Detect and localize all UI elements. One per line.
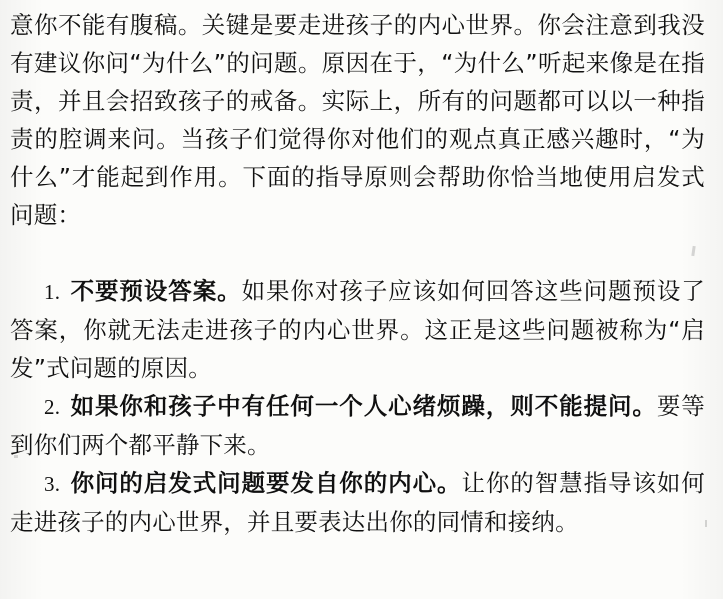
list-item (10, 272, 705, 387)
guideline-list (10, 272, 705, 541)
list-item (10, 464, 705, 541)
list-item-text: 如果你对孩子应该如何回答这些问题预设了答案，你就无法走进孩子的内心世界。这正是这些问题被称为“启发”式问题的原因。 (10, 277, 705, 382)
document-body (10, 6, 705, 541)
intro-paragraph: 意你不能有腹稿。关键是要走进孩子的内心世界。你会注意到我没有建议你问“为什么”的问题。原因在于，“为什么”听起来像是在指责，并且会招致孩子的戒备。实际上，所有的问题都可以以一种指责的腔调来问。当孩子们觉得你对他们的观点真正感兴趣时，“为什么”才能起到作用。下面的指导原则会帮助你恰当地使用启发式问题： (10, 11, 705, 229)
scan-speck (705, 520, 707, 527)
list-item-lead: 你问的启发式问题要发自你的内心。 (70, 469, 462, 497)
list-item-lead: 如果你和孩子中有任何一个人心绪烦躁，则不能提问。 (70, 392, 657, 420)
list-item-lead: 不要预设答案。 (70, 277, 242, 305)
list-item-text: 让你的智慧指导该如何走进孩子的内心世界，并且要表达出你的同情和接纳。 (10, 469, 706, 536)
list-item-number: 3. (44, 472, 61, 496)
paragraph-spacer (10, 234, 705, 272)
list-item (10, 387, 705, 464)
list-item-text: 要等到你们两个都平静下来。 (10, 392, 705, 459)
list-item-number: 1. (44, 280, 61, 304)
list-item-number: 2. (44, 395, 61, 419)
